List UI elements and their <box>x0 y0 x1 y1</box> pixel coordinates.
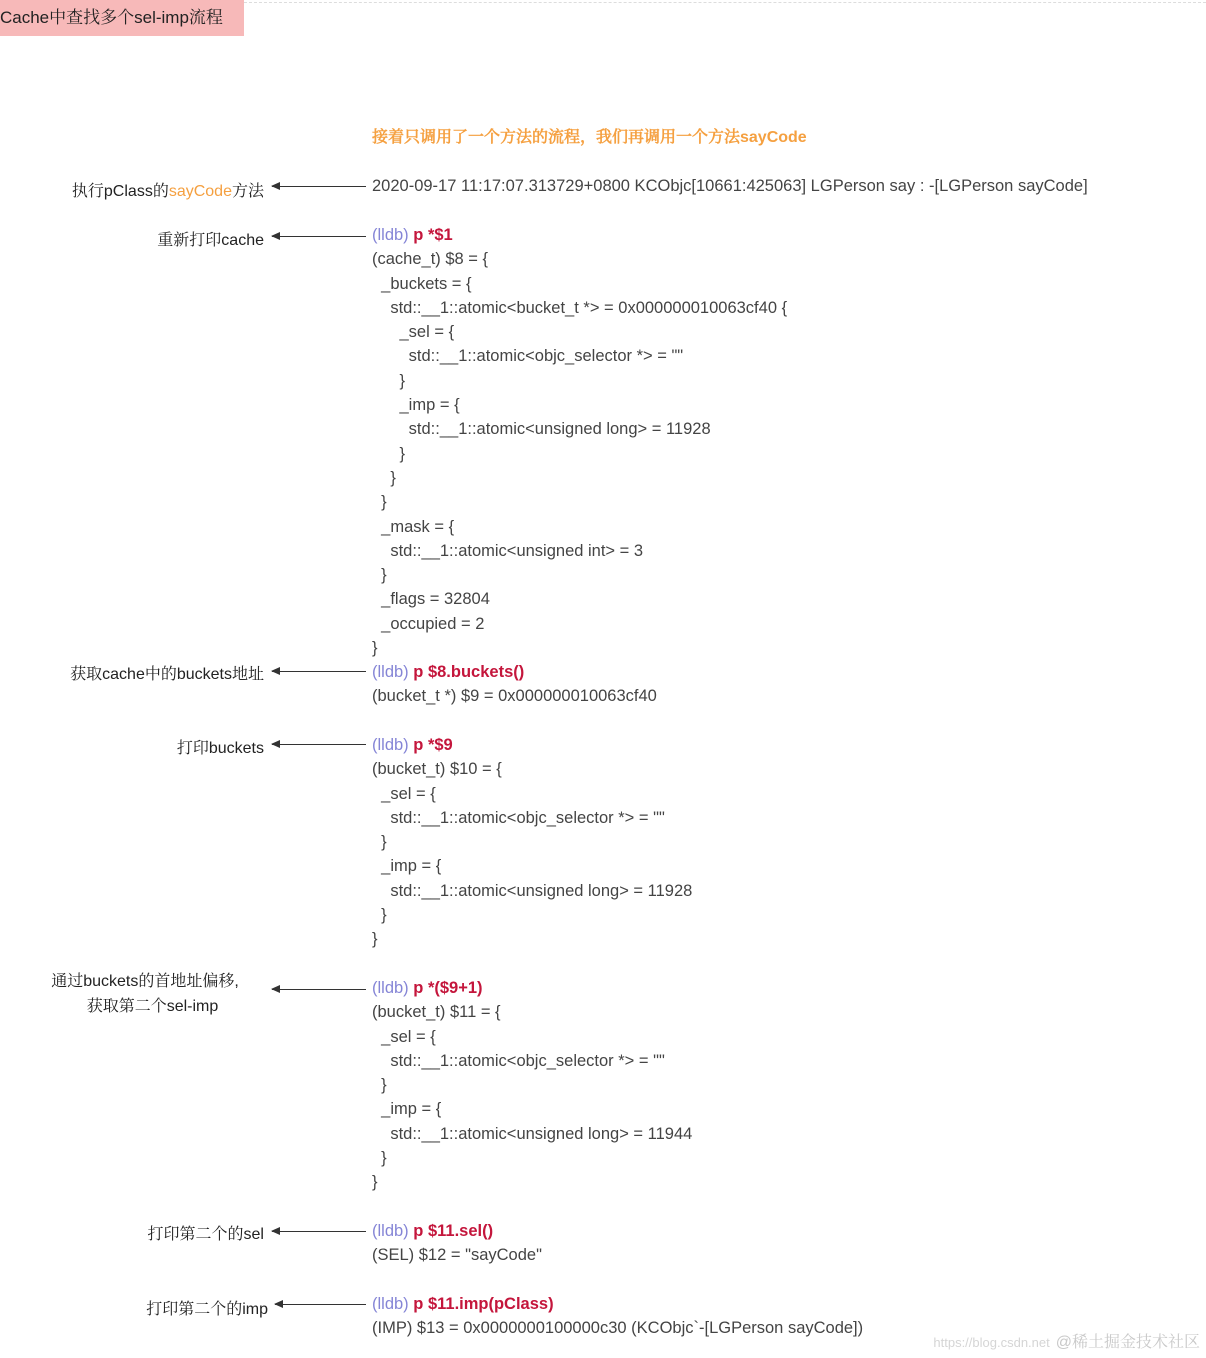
label-print-buckets: 打印buckets <box>176 740 264 757</box>
lldb-command: p *($9+1) <box>413 979 483 997</box>
lldb-command: p *$9 <box>413 736 453 754</box>
lldb-command: p $8.buckets() <box>413 663 525 681</box>
lldb-output: (bucket_t) $10 = { _sel = { std::__1::atomic<objc_selector *> = "" } _imp = { std::__1::atomic<unsigned long> = 11928 } } <box>372 760 693 949</box>
page-title: Cache中查找多个sel-imp流程 <box>0 0 244 36</box>
lldb-output: (cache_t) $8 = { _buckets = { std::__1::atomic<bucket_t *> = 0x000000010063cf40 { _sel = { std::__1::atomic<objc_selector *> = "" } _imp = { std::__1::atomic<unsigned long> = 11928 } } } _mask = { std::__1::atomic<unsigned int> = 3 } _flags = 32804 _occupied = 2 } <box>372 250 788 658</box>
lldb-block-cache <box>372 223 787 660</box>
method-name-highlight: sayCode <box>168 183 232 200</box>
label-reprint-cache: 重新打印cache <box>157 232 264 249</box>
console-log-line: 2020-09-17 11:17:07.313729+0800 KCObjc[10661:425063] LGPerson say : -[LGPerson sayCode] <box>372 177 1088 195</box>
arrow-print-imp <box>275 1304 366 1305</box>
intro-note: 接着只调用了一个方法的流程，我们再调用一个方法sayCode <box>372 129 807 146</box>
lldb-block-second-bucket <box>372 976 692 1195</box>
lldb-prompt: (lldb) <box>372 979 409 997</box>
arrow-execute-method <box>272 186 366 187</box>
arrow-reprint-cache <box>272 236 366 237</box>
lldb-command: p $11.imp(pClass) <box>413 1295 554 1313</box>
label-get-buckets-address: 获取cache中的buckets地址 <box>70 666 264 683</box>
lldb-prompt: (lldb) <box>372 736 409 754</box>
arrow-print-sel <box>272 1231 366 1232</box>
lldb-prompt: (lldb) <box>372 226 409 244</box>
lldb-output: (SEL) $12 = "sayCode" <box>372 1246 542 1265</box>
lldb-block-imp <box>372 1292 863 1341</box>
label-print-second-imp: 打印第二个的imp <box>146 1301 268 1318</box>
lldb-output: (IMP) $13 = 0x0000000100000c30 (KCObjc`-[LGPerson sayCode]) <box>372 1319 864 1338</box>
lldb-output: (bucket_t) $11 = { _sel = { std::__1::atomic<objc_selector *> = "" } _imp = { std::__1::atomic<unsigned long> = 11944 } } <box>372 1003 693 1192</box>
arrow-print-buckets <box>272 744 366 745</box>
lldb-block-sel <box>372 1219 542 1268</box>
watermark <box>933 1329 1200 1352</box>
lldb-command: p $11.sel() <box>413 1222 494 1240</box>
watermark-text: @稀土掘金技术社区 <box>1055 1334 1200 1351</box>
lldb-prompt: (lldb) <box>372 663 409 681</box>
label-execute-method: 执行pClass的sayCode方法 <box>71 183 264 200</box>
lldb-prompt: (lldb) <box>372 1222 409 1240</box>
arrow-get-buckets <box>272 671 366 672</box>
lldb-command: p *$1 <box>413 226 453 244</box>
arrow-offset <box>272 989 366 990</box>
lldb-prompt: (lldb) <box>372 1295 409 1313</box>
label-offset-first-address: 通过buckets的首地址偏移, <box>51 973 239 990</box>
watermark-url: https://blog.csdn.net <box>933 1335 1050 1350</box>
label-print-second-sel: 打印第二个的sel <box>147 1226 264 1243</box>
top-divider <box>244 2 1206 3</box>
label-get-second-sel-imp: 获取第二个sel-imp <box>86 998 219 1015</box>
lldb-block-print-buckets <box>372 733 692 952</box>
lldb-output: (bucket_t *) $9 = 0x000000010063cf40 <box>372 687 657 706</box>
lldb-block-buckets-address <box>372 660 657 709</box>
